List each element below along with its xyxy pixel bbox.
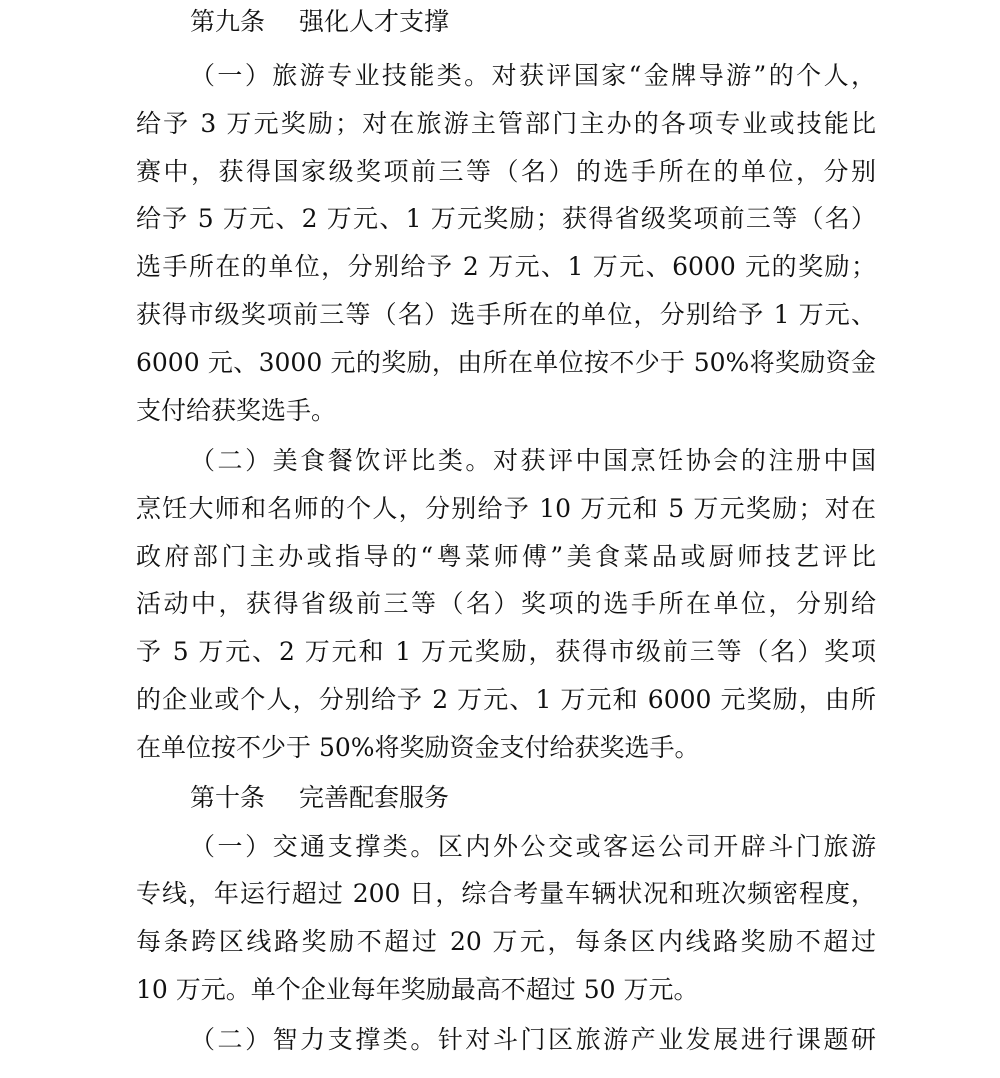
article-9-number: 第九条 [190,7,266,36]
article-9-para-2-line: 予 5 万元、2 万元和 1 万元奖励，获得市级前三等（名）奖项 [136,637,876,666]
article-9-para-1-line: 给予 5 万元、2 万元、1 万元奖励；获得省级奖项前三等（名） [136,204,876,233]
article-10-para-1-line: 10 万元。单个企业每年奖励最高不超过 50 万元。 [136,975,699,1004]
article-9-para-2-line: 在单位按不少于 50%将奖励资金支付给获奖选手。 [136,733,700,762]
article-9-para-2-line: （二）美食餐饮评比类。对获评中国烹饪协会的注册中国 [190,446,876,475]
article-10-heading [190,778,449,818]
article-10-para-2-line: （二）智力支撑类。针对斗门区旅游产业发展进行课题研 [190,1025,876,1054]
article-9-para-1-line: 选手所在的单位，分别给予 2 万元、1 万元、6000 元的奖励； [136,252,876,281]
article-9-para-1-line: 获得市级奖项前三等（名）选手所在的单位，分别给予 1 万元、 [136,300,876,329]
article-10-para-1-line: 每条跨区线路奖励不超过 20 万元，每条区内线路奖励不超过 [136,927,876,956]
article-10-number: 第十条 [190,783,266,812]
article-9-para-1-line: （一）旅游专业技能类。对获评国家“金牌导游”的个人， [190,61,876,90]
article-9-heading [190,2,449,42]
article-9-para-1-line: 6000 元、3000 元的奖励，由所在单位按不少于 50%将奖励资金 [136,348,876,377]
article-9-title: 强化人才支撑 [299,7,450,36]
article-10-para-1-line: （一）交通支撑类。区内外公交或客运公司开辟斗门旅游 [190,832,876,861]
article-9-para-1-line: 给予 3 万元奖励；对在旅游主管部门主办的各项专业或技能比 [136,109,876,138]
article-10-title: 完善配套服务 [299,783,450,812]
article-9-para-2-line: 活动中，获得省级前三等（名）奖项的选手所在单位，分别给 [136,589,876,618]
article-10-para-1-line: 专线，年运行超过 200 日，综合考量车辆状况和班次频密程度， [136,879,876,908]
article-9-para-1-line: 赛中，获得国家级奖项前三等（名）的选手所在的单位，分别 [136,157,876,186]
article-9-para-2-line: 政府部门主办或指导的“粤菜师傅”美食菜品或厨师技艺评比 [136,542,876,571]
article-9-para-2-line: 烹饪大师和名师的个人，分别给予 10 万元和 5 万元奖励；对在 [136,494,876,523]
article-9-para-1-line: 支付给获奖选手。 [136,396,337,425]
article-9-para-2-line: 的企业或个人，分别给予 2 万元、1 万元和 6000 元奖励，由所 [136,685,876,714]
